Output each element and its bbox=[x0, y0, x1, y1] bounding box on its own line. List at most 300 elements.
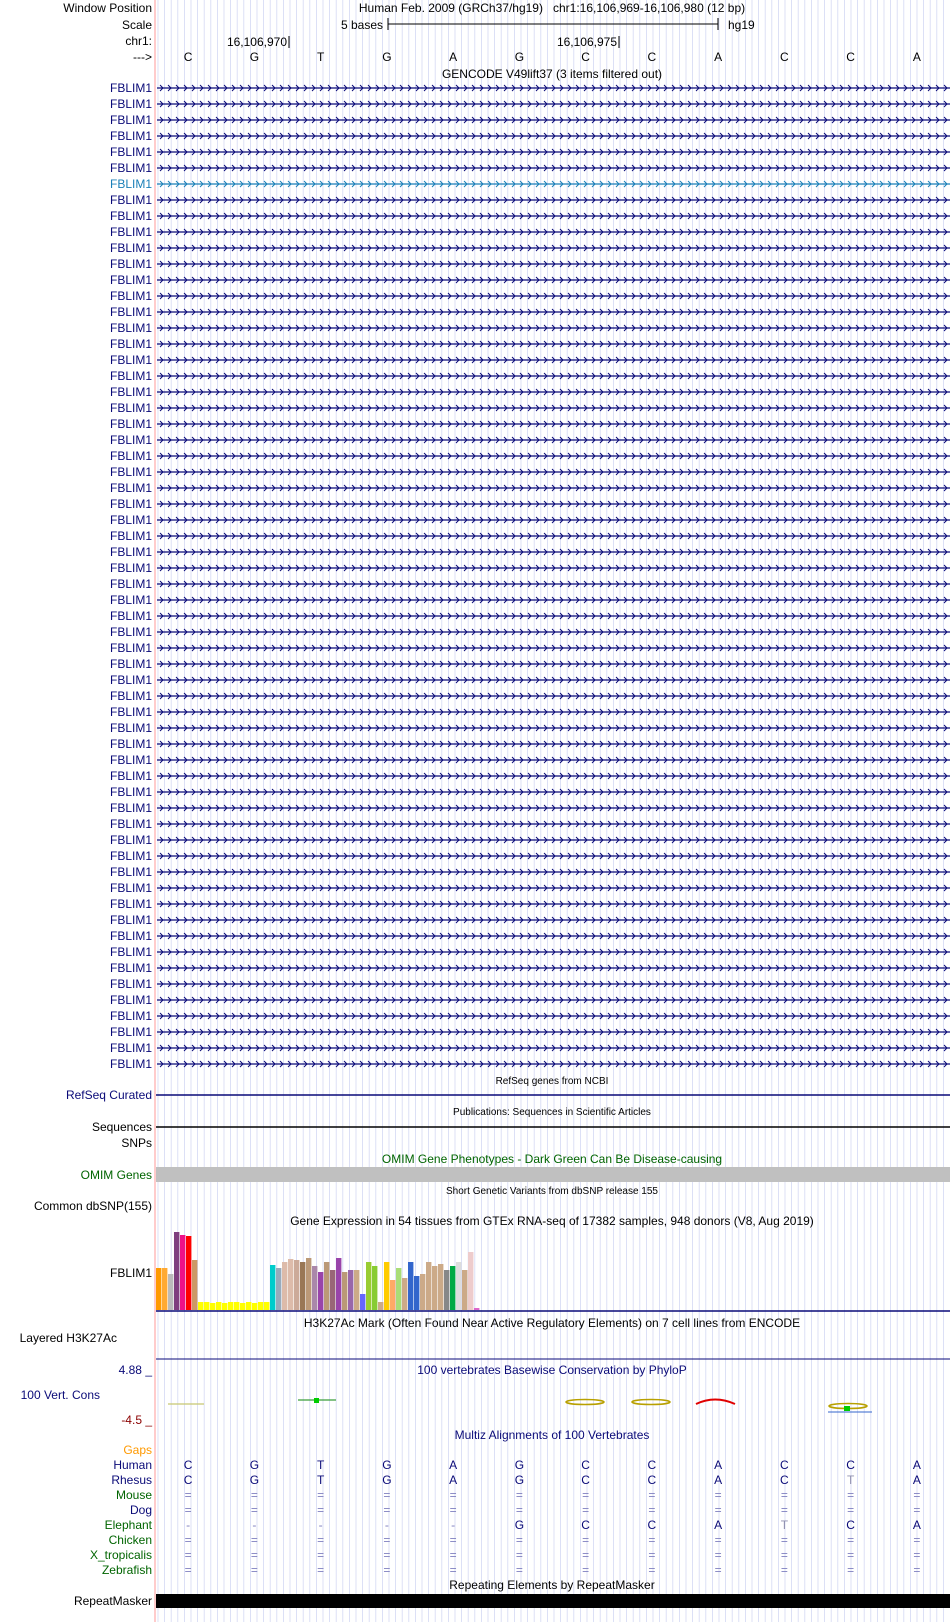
gencode-transcript-row[interactable] bbox=[110, 929, 950, 943]
gtex-tissue-bar[interactable] bbox=[156, 1268, 161, 1310]
gtex-tissue-bar[interactable] bbox=[306, 1258, 311, 1310]
gencode-transcript-label[interactable]: FBLIM1 bbox=[109, 801, 152, 815]
h3k27ac-track-title: H3K27Ac Mark (Often Found Near Active Regulatory Elements) on 7 cell lines from ENCODE bbox=[303, 1316, 801, 1330]
gencode-transcript-label[interactable]: FBLIM1 bbox=[109, 945, 152, 959]
gtex-tissue-bar[interactable] bbox=[252, 1303, 257, 1310]
repeatmasker-track-title: Repeating Elements by RepeatMasker bbox=[449, 1578, 655, 1592]
gencode-transcript-label[interactable]: FBLIM1 bbox=[109, 993, 152, 1007]
gencode-transcript-label[interactable]: FBLIM1 bbox=[109, 385, 152, 399]
gencode-transcript-row[interactable] bbox=[110, 353, 950, 367]
gencode-transcript-label[interactable]: FBLIM1 bbox=[109, 465, 152, 479]
multiz-aligned-base: C bbox=[846, 1518, 855, 1532]
gencode-transcript-row[interactable] bbox=[110, 289, 950, 303]
multiz-aligned-base: = bbox=[648, 1533, 656, 1547]
gencode-transcript-row[interactable] bbox=[110, 1009, 950, 1023]
gencode-transcript-row[interactable] bbox=[110, 705, 950, 719]
gtex-tissue-bar[interactable] bbox=[180, 1235, 185, 1310]
multiz-aligned-base: = bbox=[383, 1533, 391, 1547]
gencode-transcript-row[interactable] bbox=[110, 833, 950, 847]
gencode-transcript-label[interactable]: FBLIM1 bbox=[109, 97, 152, 111]
gencode-transcript-label[interactable]: FBLIM1 bbox=[109, 625, 152, 639]
gencode-transcript-row[interactable] bbox=[110, 721, 950, 735]
multiz-aligned-base: = bbox=[317, 1563, 325, 1577]
multiz-aligned-base: C bbox=[183, 1473, 193, 1487]
gencode-transcript-row[interactable] bbox=[110, 449, 950, 463]
gtex-tissue-bar[interactable] bbox=[186, 1236, 191, 1310]
multiz-aligned-base: = bbox=[648, 1488, 656, 1502]
gencode-transcript-row[interactable] bbox=[110, 785, 950, 799]
gencode-transcript-label[interactable]: FBLIM1 bbox=[109, 545, 152, 559]
gencode-transcript-row[interactable] bbox=[110, 97, 950, 111]
gencode-transcript-label[interactable]: FBLIM1 bbox=[109, 161, 152, 175]
sequence-base: C bbox=[183, 50, 193, 64]
gencode-transcript-row[interactable] bbox=[110, 801, 950, 815]
gencode-transcript-label[interactable]: FBLIM1 bbox=[109, 753, 152, 767]
gtex-tissue-bar[interactable] bbox=[360, 1294, 365, 1310]
gencode-transcript-row[interactable] bbox=[110, 129, 950, 143]
gtex-tissue-bar[interactable] bbox=[348, 1270, 353, 1310]
gtex-tissue-bar[interactable] bbox=[192, 1260, 197, 1310]
multiz-species-label[interactable]: Rhesus bbox=[111, 1473, 152, 1487]
sequence-base: C bbox=[846, 50, 855, 64]
multiz-species-label[interactable]: Human bbox=[113, 1458, 152, 1472]
gencode-transcript-label[interactable]: FBLIM1 bbox=[109, 705, 152, 719]
gencode-transcript-row[interactable] bbox=[110, 1041, 950, 1055]
multiz-aligned-base: = bbox=[847, 1563, 855, 1577]
gencode-transcript-row[interactable] bbox=[110, 897, 950, 911]
gencode-transcript-row[interactable] bbox=[110, 977, 950, 991]
multiz-aligned-base: = bbox=[714, 1533, 722, 1547]
base-grid bbox=[158, 0, 943, 1622]
gencode-transcript-label[interactable]: FBLIM1 bbox=[109, 593, 152, 607]
gtex-tissue-bar[interactable] bbox=[378, 1302, 383, 1310]
gencode-transcript-row[interactable] bbox=[110, 241, 950, 255]
gencode-transcript-label[interactable]: FBLIM1 bbox=[109, 833, 152, 847]
gtex-tissue-bar[interactable] bbox=[444, 1270, 449, 1310]
multiz-aligned-base: = bbox=[515, 1488, 523, 1502]
multiz-aligned-base: G bbox=[514, 1458, 525, 1472]
gtex-tissue-bar[interactable] bbox=[342, 1272, 347, 1310]
gencode-transcript-row[interactable] bbox=[110, 961, 950, 975]
gtex-tissue-bar[interactable] bbox=[288, 1259, 293, 1310]
gtex-tissue-bar[interactable] bbox=[246, 1302, 251, 1310]
gencode-transcript-row[interactable] bbox=[110, 385, 950, 399]
multiz-species-row[interactable] bbox=[102, 1563, 920, 1577]
gencode-transcript-label[interactable]: FBLIM1 bbox=[109, 321, 152, 335]
gtex-tissue-bar[interactable] bbox=[324, 1262, 329, 1310]
sequence-base: G bbox=[514, 50, 525, 64]
publications-label-snps[interactable]: SNPs bbox=[121, 1136, 152, 1150]
refseq-track-title: RefSeq genes from NCBI bbox=[495, 1076, 609, 1087]
gtex-tissue-bar[interactable] bbox=[300, 1262, 305, 1310]
multiz-aligned-base: = bbox=[780, 1503, 788, 1517]
gencode-transcript-label[interactable]: FBLIM1 bbox=[109, 897, 152, 911]
gencode-transcript-row[interactable] bbox=[110, 529, 950, 543]
gencode-transcript-row[interactable] bbox=[110, 257, 950, 271]
multiz-aligned-base: = bbox=[913, 1548, 921, 1562]
dbsnp-track-title: Short Genetic Variants from dbSNP release 155 bbox=[446, 1186, 658, 1197]
window-position-label: Window Position bbox=[63, 1, 152, 15]
gtex-tissue-bar[interactable] bbox=[204, 1302, 209, 1310]
gencode-transcript-label[interactable]: FBLIM1 bbox=[109, 529, 152, 543]
multiz-aligned-base: = bbox=[780, 1533, 788, 1547]
gencode-transcript-label[interactable]: FBLIM1 bbox=[109, 209, 152, 223]
gencode-transcript-row[interactable] bbox=[110, 305, 950, 319]
multiz-aligned-base: - bbox=[384, 1518, 389, 1532]
multiz-aligned-base: = bbox=[913, 1533, 921, 1547]
gencode-transcript-row[interactable] bbox=[110, 145, 950, 159]
gtex-tissue-bar[interactable] bbox=[240, 1303, 245, 1310]
phylop-mark-6-dot bbox=[844, 1406, 850, 1411]
gencode-transcript-label[interactable]: FBLIM1 bbox=[109, 337, 152, 351]
multiz-aligned-base: = bbox=[383, 1488, 391, 1502]
multiz-aligned-base: = bbox=[449, 1563, 457, 1577]
multiz-aligned-base: = bbox=[383, 1548, 391, 1562]
gtex-tissue-bar[interactable] bbox=[468, 1252, 473, 1310]
gencode-transcript-label[interactable]: FBLIM1 bbox=[109, 881, 152, 895]
gencode-transcript-row[interactable] bbox=[110, 753, 950, 767]
multiz-aligned-base: G bbox=[249, 1473, 260, 1487]
gencode-transcript-label[interactable]: FBLIM1 bbox=[109, 657, 152, 671]
gencode-transcript-row[interactable] bbox=[110, 881, 950, 895]
gtex-tissue-bar[interactable] bbox=[270, 1265, 275, 1310]
multiz-species-label[interactable]: Zebrafish bbox=[101, 1563, 152, 1577]
gencode-transcript-row[interactable] bbox=[110, 625, 950, 639]
multiz-aligned-base: = bbox=[648, 1503, 656, 1517]
multiz-species-row[interactable] bbox=[116, 1488, 920, 1502]
phylop-track-label[interactable]: 100 Vert. Cons bbox=[20, 1388, 100, 1402]
gencode-transcript-row[interactable] bbox=[110, 849, 950, 863]
gtex-tissue-bar[interactable] bbox=[384, 1262, 389, 1310]
phylop-mark-2-dot bbox=[314, 1398, 319, 1403]
multiz-aligned-base: = bbox=[582, 1503, 590, 1517]
gtex-tissue-bar[interactable] bbox=[282, 1262, 287, 1310]
gencode-transcript-label[interactable]: FBLIM1 bbox=[109, 305, 152, 319]
gtex-tissue-bar[interactable] bbox=[390, 1280, 395, 1310]
gencode-transcript-label[interactable]: FBLIM1 bbox=[109, 929, 152, 943]
gencode-transcript-row[interactable] bbox=[110, 913, 950, 927]
gtex-tissue-bar[interactable] bbox=[336, 1258, 341, 1310]
multiz-species-label[interactable]: Mouse bbox=[115, 1488, 152, 1502]
gencode-transcript-label[interactable]: FBLIM1 bbox=[109, 433, 152, 447]
multiz-species-label[interactable]: Chicken bbox=[108, 1533, 152, 1547]
gencode-transcript-label[interactable]: FBLIM1 bbox=[109, 673, 152, 687]
multiz-alignment-rows[interactable] bbox=[90, 1458, 921, 1577]
gencode-transcript-row[interactable] bbox=[110, 465, 950, 479]
gencode-transcript-label[interactable]: FBLIM1 bbox=[109, 129, 152, 143]
multiz-aligned-base: G bbox=[382, 1473, 392, 1487]
multiz-aligned-base: = bbox=[317, 1548, 325, 1562]
gencode-transcript-label[interactable]: FBLIM1 bbox=[109, 689, 152, 703]
gtex-tissue-bar[interactable] bbox=[438, 1264, 443, 1310]
multiz-species-label[interactable]: Dog bbox=[129, 1503, 152, 1517]
gencode-transcript-label[interactable]: FBLIM1 bbox=[109, 1057, 152, 1071]
gencode-transcript-label[interactable]: FBLIM1 bbox=[109, 113, 152, 127]
gencode-transcript-row[interactable] bbox=[110, 369, 950, 383]
gtex-tissue-bar[interactable] bbox=[432, 1266, 437, 1310]
gencode-transcript-label[interactable]: FBLIM1 bbox=[109, 145, 152, 159]
gtex-tissue-bar[interactable] bbox=[474, 1308, 479, 1310]
multiz-aligned-base: G bbox=[249, 1458, 260, 1472]
gencode-transcript-row[interactable] bbox=[110, 81, 950, 95]
multiz-aligned-base: = bbox=[847, 1488, 855, 1502]
gtex-tissue-bar[interactable] bbox=[174, 1232, 179, 1310]
gencode-transcript-row[interactable] bbox=[110, 481, 950, 495]
phylop-mark-4 bbox=[632, 1400, 670, 1405]
multiz-aligned-base: G bbox=[514, 1473, 525, 1487]
gtex-tissue-bar[interactable] bbox=[234, 1302, 239, 1310]
scale-bar bbox=[388, 18, 718, 30]
gtex-tissue-bar[interactable] bbox=[396, 1268, 401, 1310]
gencode-transcript-row[interactable] bbox=[110, 577, 950, 591]
gencode-transcript-row[interactable] bbox=[110, 1025, 950, 1039]
gencode-transcript-label[interactable]: FBLIM1 bbox=[109, 353, 152, 367]
gtex-tissue-bar[interactable] bbox=[420, 1274, 425, 1310]
gtex-tissue-bar[interactable] bbox=[162, 1268, 167, 1310]
assembly-title: Human Feb. 2009 (GRCh37/hg19) chr1:16,106,969-16,106,980 (12 bp) bbox=[358, 1, 746, 15]
gencode-transcript-row[interactable] bbox=[110, 273, 950, 287]
multiz-aligned-base: A bbox=[714, 1458, 723, 1472]
gencode-transcript-row[interactable] bbox=[110, 561, 950, 575]
position-tick-2: 16,106,975 bbox=[556, 35, 617, 49]
multiz-aligned-base: C bbox=[581, 1458, 590, 1472]
gtex-tissue-bar[interactable] bbox=[222, 1303, 227, 1310]
gtex-track-label[interactable]: FBLIM1 bbox=[109, 1266, 152, 1280]
multiz-aligned-base: = bbox=[515, 1533, 523, 1547]
multiz-aligned-base: = bbox=[714, 1563, 722, 1577]
gencode-transcript-label[interactable]: FBLIM1 bbox=[109, 481, 152, 495]
publications-label-sequences[interactable]: Sequences bbox=[91, 1120, 152, 1134]
gencode-transcript-row[interactable] bbox=[110, 193, 950, 207]
gencode-transcript-label[interactable]: FBLIM1 bbox=[109, 1041, 152, 1055]
multiz-aligned-base: = bbox=[449, 1503, 457, 1517]
gencode-transcript-row[interactable] bbox=[110, 113, 950, 127]
gencode-transcript-label[interactable]: FBLIM1 bbox=[109, 769, 152, 783]
gtex-tissue-bar[interactable] bbox=[354, 1270, 359, 1310]
gtex-tissue-bar[interactable] bbox=[210, 1303, 215, 1310]
multiz-aligned-base: = bbox=[184, 1503, 192, 1517]
multiz-aligned-base: A bbox=[449, 1458, 458, 1472]
multiz-aligned-base: = bbox=[250, 1488, 258, 1502]
sequence-base: G bbox=[382, 50, 392, 64]
gencode-transcript-label[interactable]: FBLIM1 bbox=[109, 417, 152, 431]
gencode-transcript-row[interactable] bbox=[110, 993, 950, 1007]
multiz-aligned-base: A bbox=[714, 1473, 723, 1487]
multiz-aligned-base: = bbox=[648, 1548, 656, 1562]
multiz-species-row[interactable] bbox=[130, 1503, 920, 1517]
phylop-track-title: 100 vertebrates Basewise Conservation by PhyloP bbox=[417, 1363, 687, 1377]
multiz-aligned-base: = bbox=[383, 1563, 391, 1577]
repeatmasker-element-bar[interactable] bbox=[156, 1594, 950, 1608]
multiz-aligned-base: G bbox=[514, 1518, 525, 1532]
chrom-label: chr1: bbox=[125, 34, 152, 48]
gtex-tissue-bar[interactable] bbox=[318, 1272, 323, 1310]
gencode-transcript-row[interactable] bbox=[110, 209, 950, 223]
gencode-transcript-label[interactable]: FBLIM1 bbox=[109, 961, 152, 975]
gtex-tissue-bar[interactable] bbox=[426, 1262, 431, 1310]
gencode-transcript-row[interactable] bbox=[110, 337, 950, 351]
gencode-transcript-label[interactable]: FBLIM1 bbox=[109, 257, 152, 271]
multiz-aligned-base: = bbox=[714, 1503, 722, 1517]
gtex-tissue-bar[interactable] bbox=[366, 1262, 371, 1310]
multiz-aligned-base: - bbox=[186, 1518, 191, 1532]
strand-label: ---> bbox=[133, 50, 152, 64]
multiz-aligned-base: = bbox=[847, 1548, 855, 1562]
gencode-transcript-label[interactable]: FBLIM1 bbox=[109, 609, 152, 623]
gencode-transcript-row[interactable] bbox=[110, 737, 950, 751]
multiz-aligned-base: = bbox=[582, 1563, 590, 1577]
gtex-tissue-bar[interactable] bbox=[456, 1262, 461, 1310]
gencode-transcript-label[interactable]: FBLIM1 bbox=[109, 721, 152, 735]
gtex-tissue-bar[interactable] bbox=[462, 1270, 467, 1310]
gencode-transcript-row[interactable] bbox=[110, 497, 950, 511]
multiz-aligned-base: = bbox=[913, 1563, 921, 1577]
gencode-transcript-label[interactable]: FBLIM1 bbox=[109, 641, 152, 655]
gencode-transcript-label[interactable]: FBLIM1 bbox=[109, 849, 152, 863]
gtex-tissue-bar[interactable] bbox=[168, 1274, 173, 1310]
gencode-transcript-row[interactable] bbox=[110, 609, 950, 623]
multiz-species-row[interactable] bbox=[90, 1548, 920, 1562]
multiz-aligned-base: = bbox=[582, 1488, 590, 1502]
gencode-transcript-row[interactable] bbox=[110, 513, 950, 527]
omim-gene-bar[interactable] bbox=[156, 1167, 950, 1182]
gencode-transcript-row[interactable] bbox=[110, 417, 950, 431]
multiz-aligned-base: = bbox=[184, 1488, 192, 1502]
multiz-aligned-base: C bbox=[780, 1458, 789, 1472]
sequence-base: A bbox=[449, 50, 458, 64]
gencode-transcript-label[interactable]: FBLIM1 bbox=[109, 449, 152, 463]
gencode-transcript-label[interactable]: FBLIM1 bbox=[109, 1009, 152, 1023]
gtex-tissue-bar[interactable] bbox=[408, 1262, 413, 1310]
gencode-transcript-label[interactable]: FBLIM1 bbox=[109, 913, 152, 927]
sequence-base: C bbox=[780, 50, 789, 64]
multiz-species-row[interactable] bbox=[111, 1473, 921, 1487]
gtex-tissue-bar[interactable] bbox=[294, 1260, 299, 1310]
gencode-transcript-row[interactable] bbox=[110, 641, 950, 655]
gtex-tissue-bar[interactable] bbox=[228, 1302, 233, 1310]
gtex-tissue-bar[interactable] bbox=[258, 1302, 263, 1310]
gencode-transcript-label[interactable]: FBLIM1 bbox=[109, 513, 152, 527]
multiz-aligned-base: = bbox=[780, 1563, 788, 1577]
multiz-aligned-base: = bbox=[317, 1533, 325, 1547]
gtex-tissue-bar[interactable] bbox=[372, 1266, 377, 1310]
gencode-transcript-row[interactable] bbox=[110, 673, 950, 687]
gtex-tissue-bar[interactable] bbox=[198, 1302, 203, 1310]
multiz-aligned-base: = bbox=[250, 1548, 258, 1562]
multiz-aligned-base: = bbox=[582, 1533, 590, 1547]
gencode-transcript-label[interactable]: FBLIM1 bbox=[109, 193, 152, 207]
gencode-transcript-label[interactable]: FBLIM1 bbox=[109, 241, 152, 255]
multiz-aligned-base: - bbox=[252, 1518, 257, 1532]
multiz-track-title: Multiz Alignments of 100 Vertebrates bbox=[454, 1428, 650, 1442]
gencode-transcript-label[interactable]: FBLIM1 bbox=[109, 561, 152, 575]
gencode-transcript-label[interactable]: FBLIM1 bbox=[109, 273, 152, 287]
multiz-aligned-base: T bbox=[846, 1473, 855, 1487]
gencode-transcript-row[interactable] bbox=[110, 433, 950, 447]
gencode-transcript-label[interactable]: FBLIM1 bbox=[109, 865, 152, 879]
multiz-aligned-base: = bbox=[184, 1563, 192, 1577]
gtex-tissue-bar[interactable] bbox=[312, 1266, 317, 1310]
gencode-transcript-label[interactable]: FBLIM1 bbox=[109, 369, 152, 383]
gencode-transcript-row[interactable] bbox=[110, 321, 950, 335]
multiz-aligned-base: = bbox=[515, 1563, 523, 1577]
gencode-transcript-label[interactable]: FBLIM1 bbox=[109, 225, 152, 239]
gtex-tissue-bar[interactable] bbox=[450, 1266, 455, 1310]
gtex-tissue-bar[interactable] bbox=[276, 1268, 281, 1310]
gtex-tissue-bar[interactable] bbox=[402, 1278, 407, 1310]
phylop-max-label: 4.88 _ bbox=[118, 1363, 152, 1377]
gencode-transcript-row[interactable] bbox=[110, 177, 950, 191]
multiz-aligned-base: = bbox=[714, 1488, 722, 1502]
gencode-transcript-row[interactable] bbox=[110, 865, 950, 879]
refseq-track-label[interactable]: RefSeq Curated bbox=[65, 1088, 152, 1102]
gtex-tissue-bar[interactable] bbox=[414, 1276, 419, 1310]
gtex-tissue-bar[interactable] bbox=[330, 1270, 335, 1310]
gtex-tissue-bar[interactable] bbox=[264, 1302, 269, 1310]
multiz-aligned-base: C bbox=[647, 1473, 657, 1487]
omim-track-label[interactable]: OMIM Genes bbox=[80, 1168, 152, 1182]
gencode-transcript-label[interactable]: FBLIM1 bbox=[109, 577, 152, 591]
multiz-aligned-base: = bbox=[449, 1548, 457, 1562]
gencode-transcript-label[interactable]: FBLIM1 bbox=[109, 817, 152, 831]
multiz-aligned-base: A bbox=[449, 1473, 458, 1487]
gencode-transcript-label[interactable]: FBLIM1 bbox=[109, 737, 152, 751]
multiz-species-label[interactable]: X_tropicalis bbox=[89, 1548, 152, 1562]
multiz-aligned-base: C bbox=[581, 1518, 590, 1532]
gencode-track[interactable] bbox=[110, 81, 950, 1071]
gencode-transcript-row[interactable] bbox=[110, 593, 950, 607]
gencode-transcript-row[interactable] bbox=[110, 1057, 950, 1071]
gencode-transcript-row[interactable] bbox=[110, 225, 950, 239]
position-tick-1: 16,106,970 bbox=[226, 35, 287, 49]
multiz-aligned-base: = bbox=[250, 1533, 258, 1547]
gencode-transcript-row[interactable] bbox=[110, 945, 950, 959]
phylop-signal[interactable] bbox=[168, 1398, 872, 1412]
multiz-species-label[interactable]: Elephant bbox=[104, 1518, 152, 1532]
multiz-aligned-base: C bbox=[647, 1458, 657, 1472]
gencode-transcript-label[interactable]: FBLIM1 bbox=[109, 177, 152, 191]
multiz-aligned-base: = bbox=[184, 1548, 192, 1562]
multiz-aligned-base: C bbox=[780, 1473, 789, 1487]
multiz-aligned-base: T bbox=[316, 1473, 325, 1487]
gtex-tissue-bar[interactable] bbox=[216, 1302, 221, 1310]
gencode-transcript-label[interactable]: FBLIM1 bbox=[109, 401, 152, 415]
gencode-transcript-label[interactable]: FBLIM1 bbox=[109, 81, 152, 95]
multiz-aligned-base: T bbox=[780, 1518, 789, 1532]
multiz-aligned-base: = bbox=[317, 1488, 325, 1502]
multiz-gaps-label[interactable]: Gaps bbox=[123, 1443, 152, 1457]
gencode-transcript-row[interactable] bbox=[110, 161, 950, 175]
gencode-transcript-row[interactable] bbox=[110, 401, 950, 415]
h3k27ac-track-label[interactable]: Layered H3K27Ac bbox=[19, 1331, 117, 1345]
gencode-transcript-label[interactable]: FBLIM1 bbox=[109, 497, 152, 511]
phylop-min-label: -4.5 _ bbox=[121, 1413, 152, 1427]
gencode-transcript-row[interactable] bbox=[110, 769, 950, 783]
gencode-transcript-row[interactable] bbox=[110, 545, 950, 559]
sequence-base: A bbox=[714, 50, 723, 64]
gencode-transcript-row[interactable] bbox=[110, 817, 950, 831]
gencode-transcript-row[interactable] bbox=[110, 657, 950, 671]
multiz-species-row[interactable] bbox=[113, 1458, 921, 1472]
multiz-aligned-base: = bbox=[714, 1548, 722, 1562]
gencode-transcript-label[interactable]: FBLIM1 bbox=[109, 977, 152, 991]
gencode-transcript-row[interactable] bbox=[110, 689, 950, 703]
gencode-transcript-label[interactable]: FBLIM1 bbox=[109, 1025, 152, 1039]
repeatmasker-track-label[interactable]: RepeatMasker bbox=[73, 1594, 152, 1608]
dbsnp-track-label[interactable]: Common dbSNP(155) bbox=[33, 1199, 152, 1213]
gencode-transcript-label[interactable]: FBLIM1 bbox=[109, 785, 152, 799]
gencode-transcript-label[interactable]: FBLIM1 bbox=[109, 289, 152, 303]
